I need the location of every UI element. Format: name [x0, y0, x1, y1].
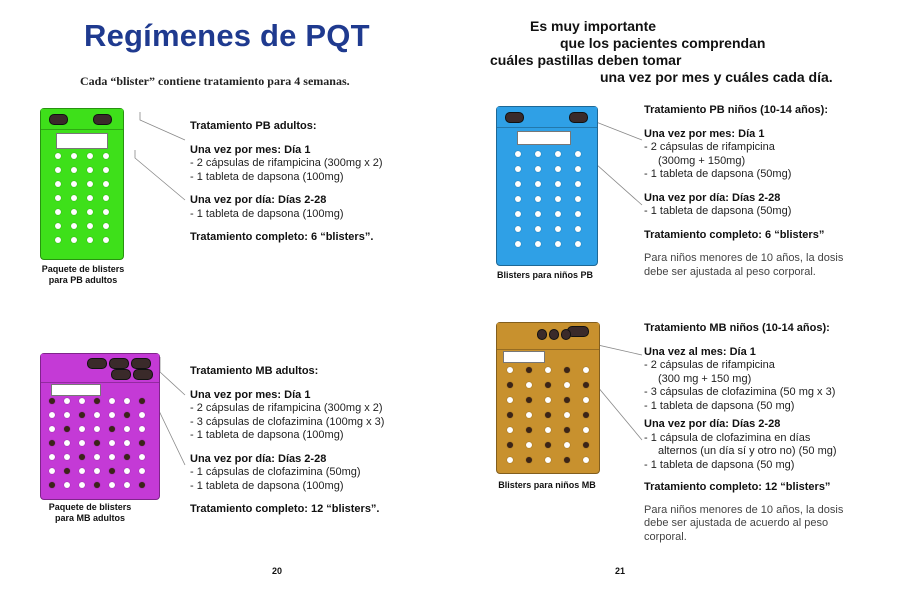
- tablet-icon: [124, 468, 130, 474]
- tablet-icon: [79, 468, 85, 474]
- tablet-icon: [139, 454, 145, 460]
- mb-children-caption: Blisters para niños MB: [498, 480, 596, 490]
- mb-adults-monthly-item: - 3 cápsulas de clofazimina (100mg x 3): [190, 415, 385, 428]
- tablet-icon: [507, 382, 513, 388]
- mb-adults-monthly-item: - 2 cápsulas de rifampicina (300mg x 2): [190, 402, 383, 414]
- tablet-icon: [139, 468, 145, 474]
- tablet-icon: [55, 181, 61, 187]
- tablet-icon: [109, 440, 115, 446]
- tablet-icon: [575, 151, 581, 157]
- mb-children-monthly-item: - 2 cápsulas de rifampicina: [644, 359, 775, 371]
- pb-children-note: Para niños menores de 10 años, la dosis: [644, 252, 844, 264]
- tablet-icon: [515, 166, 521, 172]
- tablet-icon: [71, 181, 77, 187]
- tablet-icon: [564, 367, 570, 373]
- capsule-icon: [87, 358, 107, 369]
- tablet-icon: [545, 442, 551, 448]
- capsule-icon: [93, 114, 112, 125]
- tablet-icon: [55, 209, 61, 215]
- tablet-icon: [87, 209, 93, 215]
- tablet-icon: [575, 226, 581, 232]
- important-line: una vez por mes y cuáles cada día.: [600, 69, 833, 85]
- pb-adults-daily-item: - 1 tableta de dapsona (100mg): [190, 207, 344, 220]
- tablet-icon: [583, 427, 589, 433]
- page-number: 21: [615, 566, 626, 576]
- mb-adults-monthly-heading: Una vez por mes: Día 1: [190, 388, 311, 401]
- pb-children-monthly-item: (300mg + 150mg): [658, 154, 746, 167]
- mb-children-monthly-item: (300 mg + 150 mg): [658, 372, 752, 385]
- tablet-icon: [79, 440, 85, 446]
- tablet-icon: [103, 167, 109, 173]
- mb-children-monthly-item: - 3 cápsulas de clofazimina (50 mg x 3): [644, 386, 836, 398]
- tablet-icon: [535, 211, 541, 217]
- capsule-icon: [133, 369, 153, 380]
- tablet-icon: [583, 397, 589, 403]
- pb-adults-heading: Tratamiento PB adultos:: [190, 120, 317, 132]
- tablet-icon: [49, 482, 55, 488]
- tablet-icon: [49, 454, 55, 460]
- tablet-icon: [139, 398, 145, 404]
- mb-children-complete: Tratamiento completo: 12 “blisters”: [644, 481, 831, 493]
- tablet-icon: [555, 181, 561, 187]
- tablet-icon: [124, 412, 130, 418]
- tablet-icon: [55, 195, 61, 201]
- mb-adults-daily-item: - 1 tableta de dapsona (100mg): [190, 479, 344, 492]
- tablet-icon: [507, 457, 513, 463]
- tablet-icon: [109, 412, 115, 418]
- tablet-icon: [526, 382, 532, 388]
- tablet-icon: [87, 153, 93, 159]
- pb-adults-monthly-item: - 1 tableta de dapsona (100mg): [190, 170, 344, 183]
- tablet-icon: [103, 181, 109, 187]
- tablet-icon: [535, 241, 541, 247]
- blister-label: [517, 131, 571, 145]
- tablet-icon: [583, 457, 589, 463]
- mb-adults-blister-pack-image: [40, 353, 160, 500]
- tablet-icon: [124, 440, 130, 446]
- mb-children-note: corporal.: [644, 530, 687, 543]
- tablet-icon: [109, 426, 115, 432]
- tablet-icon: [55, 237, 61, 243]
- mb-adults-monthly-item: - 1 tableta de dapsona (100mg): [190, 429, 344, 441]
- tablet-icon: [94, 454, 100, 460]
- tablet-icon: [535, 181, 541, 187]
- tablet-icon: [55, 153, 61, 159]
- pb-adults-monthly-item: - 2 cápsulas de rifampicina (300mg x 2): [190, 157, 383, 169]
- tablet-icon: [124, 454, 130, 460]
- tablet-icon: [94, 426, 100, 432]
- page-number: 20: [272, 566, 283, 576]
- tablet-icon: [109, 468, 115, 474]
- important-line: que los pacientes comprendan: [560, 35, 766, 51]
- pb-children-heading: Tratamiento PB niños (10-14 años):: [644, 104, 828, 116]
- page-subtitle: Cada “blister” contiene tratamiento para 4 semanas.: [80, 74, 350, 88]
- tablet-icon: [564, 412, 570, 418]
- tablet-icon: [124, 426, 130, 432]
- tablet-icon: [55, 167, 61, 173]
- tablet-icon: [49, 440, 55, 446]
- tablet-icon: [79, 398, 85, 404]
- pb-adults-daily-heading: Una vez por día: Días 2-28: [190, 194, 327, 206]
- pb-adults-monthly-heading: Una vez por mes: Día 1: [190, 143, 311, 156]
- tablet-icon: [49, 426, 55, 432]
- mb-children-blister-pack-image: [496, 322, 600, 474]
- important-note: [450, 18, 900, 86]
- tablet-icon: [575, 181, 581, 187]
- pb-children-monthly-heading: Una vez por mes: Día 1: [644, 127, 765, 140]
- tablet-icon: [515, 241, 521, 247]
- tablet-icon: [64, 412, 70, 418]
- capsule-icon: [569, 112, 588, 123]
- mb-adults-daily-heading: Una vez por día: Días 2-28: [190, 452, 327, 465]
- tablet-icon: [555, 226, 561, 232]
- tablet-icon: [507, 412, 513, 418]
- tablet-icon: [139, 412, 145, 418]
- tablet-icon: [515, 151, 521, 157]
- tablet-icon: [583, 412, 589, 418]
- tablet-icon: [507, 442, 513, 448]
- tablet-icon: [71, 237, 77, 243]
- capsule-icon: [49, 114, 68, 125]
- tablet-icon: [94, 440, 100, 446]
- pb-children-monthly-item: - 2 cápsulas de rifampicina: [644, 141, 775, 153]
- tablet-icon: [535, 166, 541, 172]
- tablet-icon: [515, 181, 521, 187]
- pb-children-monthly-item: - 1 tableta de dapsona (50mg): [644, 168, 792, 180]
- pb-children-caption: Blisters para niños PB: [496, 270, 594, 280]
- mb-children-heading: Tratamiento MB niños (10-14 años):: [644, 322, 830, 334]
- tablet-icon: [526, 412, 532, 418]
- pb-children-blister-pack-image: [496, 106, 598, 266]
- mb-adults-heading: Tratamiento MB adultos:: [190, 365, 319, 377]
- mb-children-note: debe ser ajustada de acuerdo al peso: [644, 517, 829, 529]
- tablet-icon: [555, 196, 561, 202]
- mb-children-daily-item: alternos (un día sí y otro no) (50 mg): [658, 445, 837, 457]
- pb-children-note: debe ser ajustada al peso corporal.: [644, 265, 816, 278]
- tablet-icon: [49, 468, 55, 474]
- tablet-icon: [139, 482, 145, 488]
- tablet-icon: [71, 153, 77, 159]
- mb-adults-text: [190, 365, 445, 517]
- tablet-icon: [545, 367, 551, 373]
- tablet-icon: [583, 382, 589, 388]
- tablet-icon: [64, 482, 70, 488]
- important-line: Es muy importante: [530, 18, 657, 34]
- tablet-icon: [124, 482, 130, 488]
- tablet-icon: [87, 223, 93, 229]
- blister-label: [56, 133, 108, 149]
- pb-adults-blister-pack-image: [40, 108, 124, 260]
- tablet-icon: [103, 195, 109, 201]
- right-page: [450, 0, 900, 600]
- tablet-icon: [507, 427, 513, 433]
- tablet-icon: [94, 482, 100, 488]
- tablet-icon: [64, 440, 70, 446]
- tablet-icon: [139, 440, 145, 446]
- tablet-icon: [507, 367, 513, 373]
- tablet-icon: [526, 397, 532, 403]
- tablet-icon: [109, 482, 115, 488]
- tablet-icon: [49, 412, 55, 418]
- tablet-icon: [535, 151, 541, 157]
- blister-label: [503, 351, 545, 363]
- tablet-icon: [87, 195, 93, 201]
- tablet-icon: [583, 442, 589, 448]
- capsule-icon: [537, 329, 547, 340]
- tablet-icon: [545, 397, 551, 403]
- mb-children-daily-heading: Una vez por día: Días 2-28: [644, 418, 781, 430]
- tablet-icon: [526, 367, 532, 373]
- tablet-icon: [103, 153, 109, 159]
- tablet-icon: [564, 442, 570, 448]
- tablet-icon: [575, 166, 581, 172]
- tablet-icon: [535, 196, 541, 202]
- tablet-icon: [87, 181, 93, 187]
- tablet-icon: [555, 151, 561, 157]
- tablet-icon: [109, 454, 115, 460]
- pb-children-daily-item: - 1 tableta de dapsona (50mg): [644, 205, 792, 217]
- tablet-icon: [94, 468, 100, 474]
- tablet-icon: [555, 166, 561, 172]
- capsule-icon: [109, 358, 129, 369]
- tablet-icon: [564, 457, 570, 463]
- tablet-icon: [64, 398, 70, 404]
- tablet-icon: [79, 412, 85, 418]
- mb-adults-daily-item: - 1 cápsulas de clofazimina (50mg): [190, 466, 361, 478]
- pb-children-complete: Tratamiento completo: 6 “blisters”: [644, 228, 825, 241]
- mb-children-note: Para niños menores de 10 años, la dosis: [644, 503, 844, 516]
- capsule-icon: [111, 369, 131, 380]
- tablet-icon: [526, 442, 532, 448]
- blister-label: [51, 384, 101, 396]
- tablet-icon: [71, 167, 77, 173]
- tablet-icon: [564, 397, 570, 403]
- capsule-icon: [549, 329, 559, 340]
- tablet-icon: [545, 427, 551, 433]
- tablet-icon: [555, 211, 561, 217]
- capsule-icon: [131, 358, 151, 369]
- tablet-icon: [139, 426, 145, 432]
- tablet-icon: [79, 454, 85, 460]
- tablet-icon: [575, 196, 581, 202]
- tablet-icon: [124, 398, 130, 404]
- tablet-icon: [109, 398, 115, 404]
- mb-adults-complete: Tratamiento completo: 12 “blisters”.: [190, 503, 380, 515]
- tablet-icon: [49, 398, 55, 404]
- tablet-icon: [515, 226, 521, 232]
- mb-children-monthly-heading: Una vez al mes: Día 1: [644, 345, 756, 358]
- tablet-icon: [71, 223, 77, 229]
- tablet-icon: [87, 167, 93, 173]
- important-line: cuáles pastillas deben tomar: [490, 52, 682, 68]
- tablet-icon: [535, 226, 541, 232]
- tablet-icon: [64, 426, 70, 432]
- tablet-icon: [583, 367, 589, 373]
- pb-children-daily-heading: Una vez por día: Días 2-28: [644, 191, 781, 204]
- tablet-icon: [71, 209, 77, 215]
- tablet-icon: [94, 412, 100, 418]
- tablet-icon: [526, 427, 532, 433]
- tablet-icon: [94, 398, 100, 404]
- tablet-icon: [545, 457, 551, 463]
- tablet-icon: [64, 454, 70, 460]
- pb-adults-text: [190, 120, 445, 245]
- mb-children-daily-item: - 1 cápsula de clofazimina en días: [644, 431, 811, 444]
- tablet-icon: [55, 223, 61, 229]
- tablet-icon: [545, 382, 551, 388]
- tablet-icon: [87, 237, 93, 243]
- tablet-icon: [103, 223, 109, 229]
- mb-adults-caption: Paquete de blisters para MB adultos: [48, 502, 132, 523]
- tablet-icon: [507, 397, 513, 403]
- tablet-icon: [103, 237, 109, 243]
- pb-children-text: [644, 104, 894, 279]
- tablet-icon: [79, 482, 85, 488]
- tablet-icon: [79, 426, 85, 432]
- pb-adults-caption: Paquete de blisters para PB adultos: [41, 264, 125, 285]
- tablet-icon: [564, 427, 570, 433]
- tablet-icon: [64, 468, 70, 474]
- pb-adults-complete: Tratamiento completo: 6 “blisters”.: [190, 231, 374, 243]
- page-title: Regímenes de PQT: [84, 18, 370, 53]
- capsule-icon: [505, 112, 524, 123]
- mb-children-daily-item: - 1 tableta de dapsona (50 mg): [644, 458, 795, 471]
- tablet-icon: [515, 196, 521, 202]
- tablet-icon: [564, 382, 570, 388]
- tablet-icon: [575, 241, 581, 247]
- tablet-icon: [555, 241, 561, 247]
- mb-children-text: [644, 322, 894, 544]
- tablet-icon: [575, 211, 581, 217]
- tablet-icon: [515, 211, 521, 217]
- tablet-icon: [545, 412, 551, 418]
- capsule-icon: [561, 329, 571, 340]
- tablet-icon: [103, 209, 109, 215]
- tablet-icon: [526, 457, 532, 463]
- tablet-icon: [71, 195, 77, 201]
- mb-children-monthly-item: - 1 tableta de dapsona (50 mg): [644, 399, 795, 412]
